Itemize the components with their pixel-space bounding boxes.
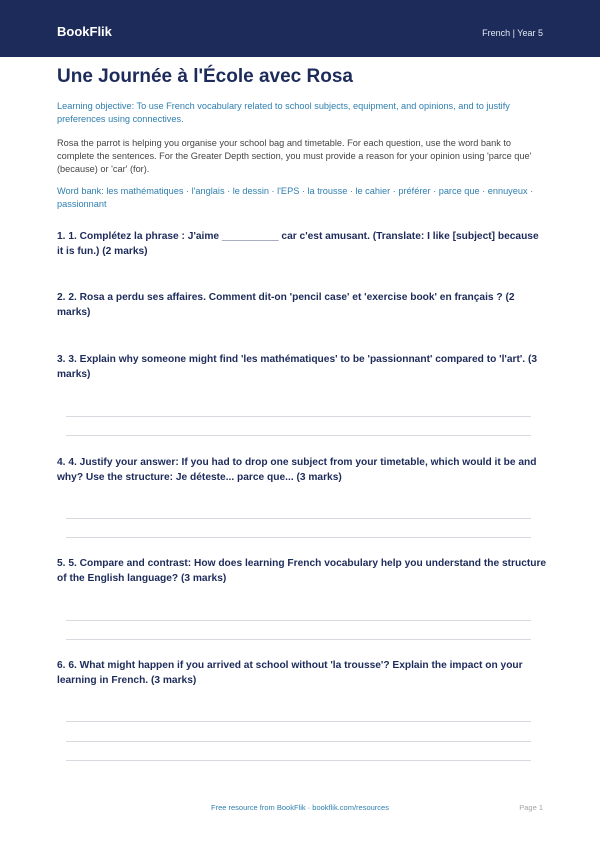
brand-logo[interactable]: BookFlik <box>57 24 112 39</box>
header-bar <box>0 0 600 57</box>
question-2: 2. 2. Rosa a perdu ses affaires. Comment dit-on 'pencil case' et 'exercise book' en français ? (2 marks) <box>57 292 515 318</box>
question-3: 3. 3. Explain why someone might find 'les mathématiques' to be 'passionnant' compared to 'l'art'. (3 marks) <box>57 354 538 380</box>
question-5: 5. 5. Compare and contrast: How does learning French vocabulary help you understand the structure of the English language? (3 marks) <box>57 558 547 584</box>
answer-line[interactable] <box>66 721 531 722</box>
answer-line[interactable] <box>66 518 531 519</box>
question-6: 6. 6. What might happen if you arrived at school without 'la trousse'? Explain the impact on your learning in French. (3 marks) <box>57 660 523 686</box>
footer-credit[interactable]: Free resource from BookFlik · bookflik.com/resources <box>211 803 389 812</box>
question-4: 4. 4. Justify your answer: If you had to drop one subject from your timetable, which would it be and why? Use the structure: Je déteste... parce que... (3 marks) <box>57 457 537 483</box>
answer-line[interactable] <box>66 741 531 742</box>
answer-line[interactable] <box>66 620 531 621</box>
subject-year-label: French | Year 5 <box>482 28 543 38</box>
answer-line[interactable] <box>66 435 531 436</box>
word-bank: Word bank: les mathématiques · l'anglais · le dessin · l'EPS · la trousse · le cahier · préférer · parce que · ennuyeux · passionnant <box>57 186 534 209</box>
page-number: Page 1 <box>519 803 543 812</box>
answer-line[interactable] <box>66 537 531 538</box>
answer-line[interactable] <box>66 760 531 761</box>
instructions-text: Rosa the parrot is helping you organise your school bag and timetable. For each question, use the word bank to complete the sentences. For the Greater Depth section, you must provide a reason for your opinion using 'parce que' (because) or 'car' (for). <box>57 138 532 174</box>
answer-line[interactable] <box>66 416 531 417</box>
worksheet-title: Une Journée à l'École avec Rosa <box>57 66 353 87</box>
question-1: 1. 1. Complétez la phrase : J'aime __________ car c'est amusant. (Translate: I like [subject] because it is fun.) (2 marks) <box>57 231 539 257</box>
learning-objective: Learning objective: To use French vocabulary related to school subjects, equipment, and opinions, and to justify preferences using connectives. <box>57 101 510 124</box>
answer-line[interactable] <box>66 639 531 640</box>
